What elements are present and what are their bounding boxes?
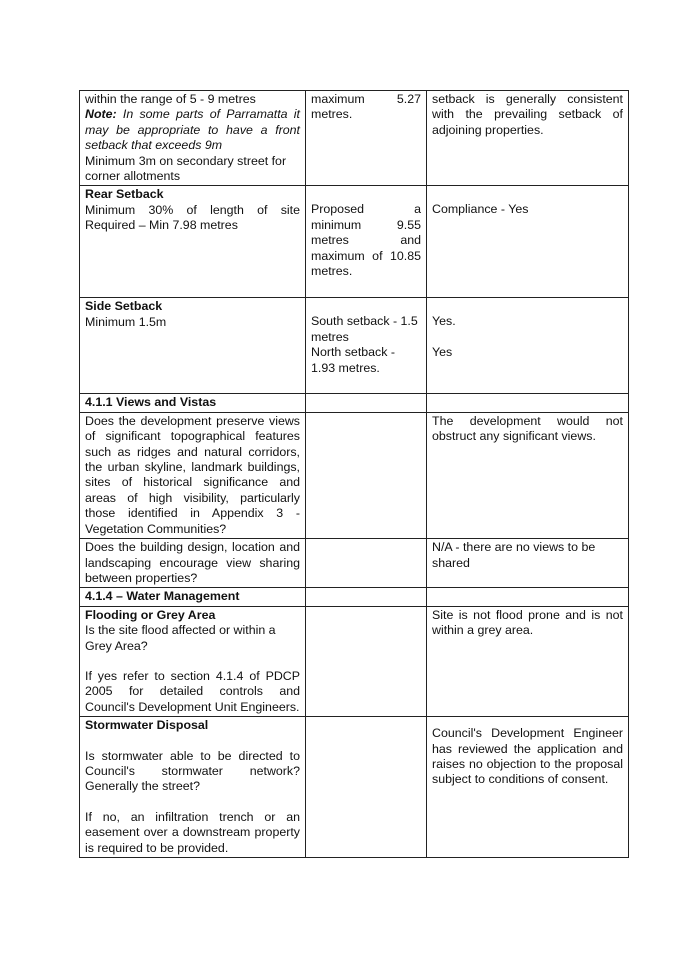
proposal-cell: [306, 539, 427, 588]
spacer: [432, 330, 623, 345]
empty-cell: [427, 588, 629, 606]
compliance-cell: [427, 717, 629, 858]
proposal-cell: [306, 606, 427, 716]
spacer: [85, 654, 300, 669]
views-q2-control: Does the building design, location and landscaping encourage view sharing between properties?: [85, 540, 300, 585]
table-row-rear-setback: [80, 186, 629, 298]
views-q1-compliance: The development would not obstruct any significant views.: [432, 413, 623, 444]
table-row-front-setback: [80, 91, 629, 186]
front-setback-note: [85, 107, 300, 153]
south-setback-compliance: Yes.: [432, 314, 456, 329]
stormwater-heading: Stormwater Disposal: [85, 718, 209, 733]
views-q1-control: Does the development preserve views of significant topographical features such as ridges and natural corridors, the urban skyline, landmark buildings, sites of historical significance and areas of high visibility, particularly those identified in Appendix 3 - Vegetation Communities?: [85, 413, 300, 536]
compliance-cell: [427, 186, 629, 298]
control-cell: [80, 606, 306, 716]
side-setback-control: Minimum 1.5m: [85, 314, 167, 329]
note-text: In some parts of Parramatta it may be appropriate to have a front setback that exceeds 9m: [85, 107, 300, 153]
stormwater-followup: If no, an infiltration trench or an easement over a downstream property is required to be provided.: [85, 809, 300, 855]
flooding-question: Is the site flood affected or within a Grey Area?: [85, 623, 276, 653]
compliance-cell: [427, 298, 629, 394]
empty-cell: [306, 394, 427, 412]
control-cell: [80, 539, 306, 588]
south-setback-proposal: South setback - 1.5 metres: [311, 314, 418, 344]
compliance-cell: [427, 539, 629, 588]
table-row-water-heading: [80, 588, 629, 606]
front-setback-proposal-line: [311, 92, 421, 107]
control-cell: [80, 91, 306, 186]
water-heading: 4.1.4 – Water Management: [80, 588, 306, 606]
compliance-cell: [427, 412, 629, 538]
flooding-followup: If yes refer to section 4.1.4 of PDCP 2005 for detailed controls and Council's Development Unit Engineers.: [85, 668, 300, 714]
spacer: [85, 734, 300, 749]
north-setback-compliance: Yes: [432, 344, 453, 359]
secondary-street-control: Minimum 3m on secondary street for corner allotments: [85, 153, 287, 184]
proposal-cell: [306, 412, 427, 538]
front-setback-range: within the range of 5 - 9 metres: [85, 92, 256, 106]
proposal-value: 5.27: [396, 92, 421, 106]
table-row-side-setback: [80, 298, 629, 394]
proposal-cell: [306, 298, 427, 394]
rear-setback-proposal: Proposed a minimum 9.55 metres and maximum of 10.85 metres.: [311, 202, 421, 279]
spacer: [85, 795, 300, 810]
front-setback-compliance: setback is generally consistent with the prevailing setback of adjoining properties.: [432, 92, 623, 137]
compliance-cell: [427, 91, 629, 186]
flooding-compliance: Site is not flood prone and is not within a grey area.: [432, 607, 623, 638]
views-q2-compliance: N/A - there are no views to be shared: [432, 540, 596, 570]
proposal-cell: [306, 717, 427, 858]
control-cell: [80, 412, 306, 538]
table-row-views-heading: [80, 394, 629, 412]
empty-cell: [306, 588, 427, 606]
proposal-cell: [306, 91, 427, 186]
table-row-stormwater: [80, 717, 629, 858]
empty-cell: [427, 394, 629, 412]
proposal-cell: [306, 186, 427, 298]
proposal-unit: metres.: [311, 107, 353, 122]
compliance-cell: [427, 606, 629, 716]
stormwater-compliance: Council's Development Engineer has reviewed the application and raises no objection to the proposal subject to conditions of consent.: [432, 726, 623, 787]
control-cell: [80, 298, 306, 394]
side-setback-heading: Side Setback: [85, 299, 163, 314]
compliance-table: [79, 90, 629, 858]
rear-setback-control: Minimum 30% of length of site Required – Min 7.98 metres: [85, 202, 300, 233]
note-label: Note:: [85, 107, 117, 122]
flooding-heading: Flooding or Grey Area: [85, 607, 216, 622]
views-heading: 4.1.1 Views and Vistas: [80, 394, 306, 412]
stormwater-question: Is stormwater able to be directed to Council's stormwater network? Generally the street?: [85, 748, 300, 794]
rear-setback-heading: Rear Setback: [85, 187, 164, 202]
table-row-views-q1: [80, 412, 629, 538]
proposal-word-maximum: maximum: [311, 92, 365, 106]
table-row-views-q2: [80, 539, 629, 588]
control-cell: [80, 717, 306, 858]
table-row-flooding: [80, 606, 629, 716]
control-cell: [80, 186, 306, 298]
north-setback-proposal: North setback - 1.93 metres.: [311, 345, 396, 375]
rear-setback-compliance: Compliance - Yes: [432, 202, 529, 217]
